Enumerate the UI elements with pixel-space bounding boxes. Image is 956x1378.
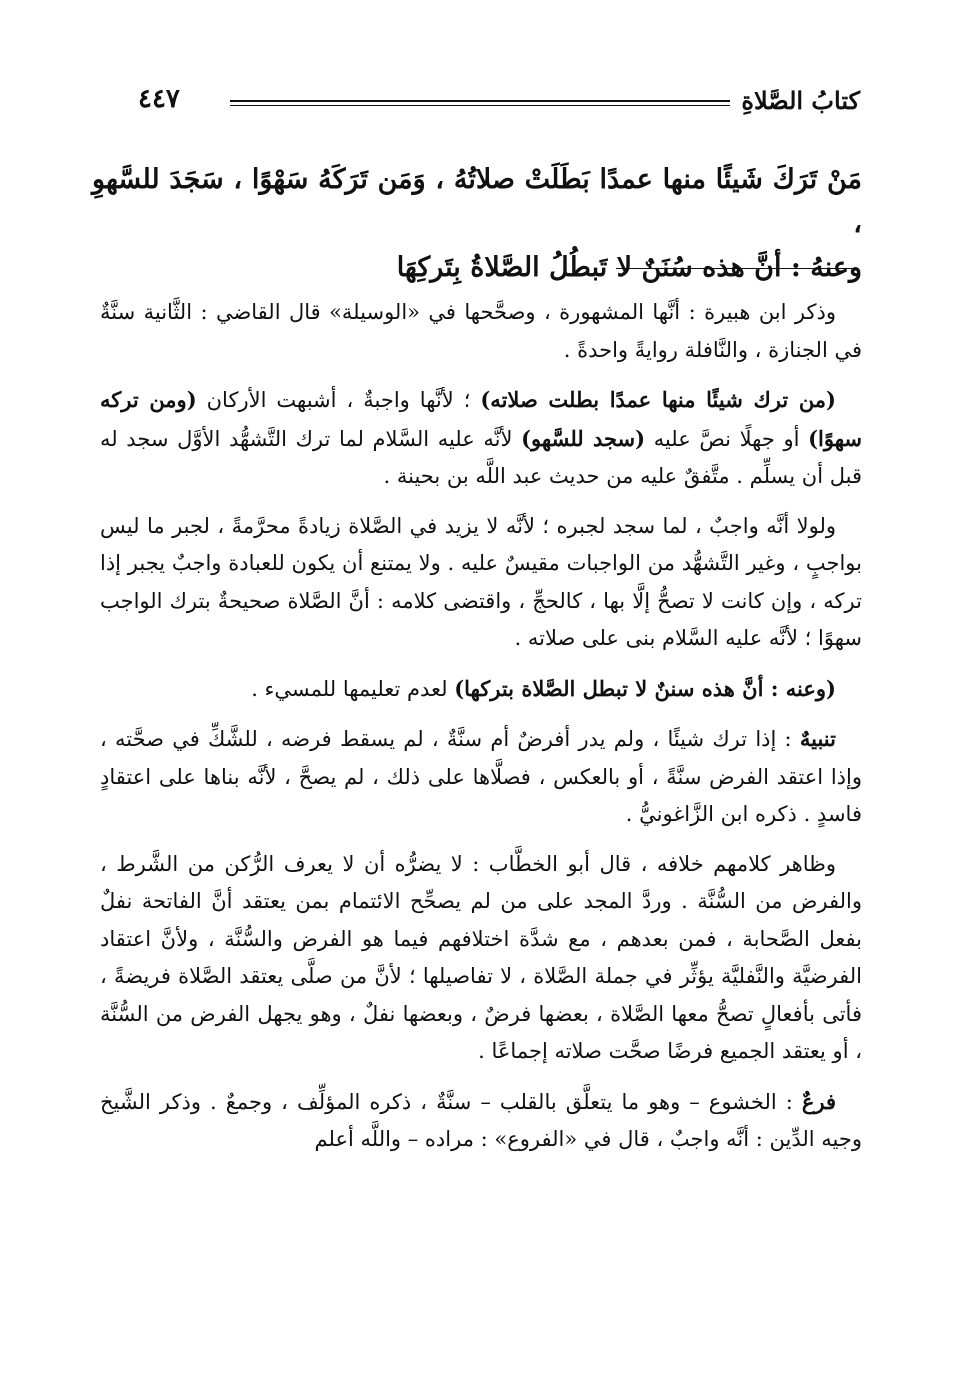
paragraph-text: لأنَّه عليه السَّلام لما ترك التَّشهُّد الأوَّل سجد له قبل أن يسلِّم . متَّفقٌ عليه من حديث عبد اللَّه بن بحينة . [100, 426, 862, 488]
paragraph-2 [100, 381, 862, 496]
branch-label: فرعٌ [801, 1088, 836, 1114]
page-number: ٤٤٧ [138, 84, 180, 114]
book-title: كتابُ الصَّلاةِ [741, 86, 860, 115]
paragraph-6: وظاهر كلامهم خلافه ، قال أبو الخطَّاب : لا يضرُّه أن لا يعرف الرُّكن من الشَّرط ، والفرض من السُّنَّة . وردَّ المجد على من لم يصحِّح الائتمام بمن يعتقد أنَّ الفاتحة نفلٌ بفعل الصَّحابة ، فمن بعدهم ، مع شدَّة اختلافهم فيما هو الفرض والسُّنَّة ، ولأنَّ اعتقاد الفرضيَّة والنَّفليَّة يؤثِّر في جملة الصَّلاة ، لا تفاصيلها ؛ لأنَّ من صلَّى يعتقد الصَّلاة فريضةً ، فأتى بأفعالٍ تصحُّ معها الصَّلاة ، بعضها فرضٌ ، وبعضها نفلٌ ، وهو يجهل الفرض من السُّنَّة ، أو يعتقد الجميع فرضًا صحَّت صلاته إجماعًا . [100, 851, 862, 1063]
matn-line-1: مَنْ تَرَكَ شَيئًا منها عمدًا بَطَلَتْ صلاتُهُ ، وَمَن تَرَكَهُ سَهْوًا ، سَجَدَ للسَّهوِ ، [92, 164, 862, 239]
quoted-matn: (ومن تركه سهوًا) [100, 387, 862, 451]
paragraph-7 [100, 1083, 862, 1159]
paragraph-text: لعدم تعليمها للمسيء . [251, 676, 455, 701]
paragraph-1: وذكر ابن هبيرة : أنَّها المشهورة ، وصحَّحها في «الوسيلة» قال القاضي : الثَّانية سنَّةٌ في الجنازة ، والنَّافلة روايةً واحدةً . [100, 300, 862, 362]
running-header [138, 86, 860, 126]
quoted-matn: (وعنه : أنَّ هذه سننٌ لا تبطل الصَّلاة بتركها) [454, 675, 836, 701]
paragraph-3: ولولا أنَّه واجبٌ ، لما سجد لجبره ؛ لأنَّه لا يزيد في الصَّلاة زيادةً محرَّمةً ، لجبر ما ليس بواجبٍ ، وغير التَّشهُّد من الواجبات مقيسٌ عليه . ولا يمتنع أن يكون للعبادة واجبٌ يجبر إذا تركه ، وإن كانت لا تصحُّ إلَّا بها ، كالحجِّ ، واقتضى كلامه : أنَّ الصَّلاة صحيحةٌ بترك الواجب سهوًا ؛ لأنَّه عليه السَّلام بنى على صلاته . [100, 513, 862, 650]
header-rule [230, 100, 730, 106]
paragraph-text: : الخشوع – وهو ما يتعلَّق بالقلب – سنَّةٌ ، ذكره المؤلِّف ، وجمعٌ . وذكر الشَّيخ وجيه الدِّين : أنَّه واجبٌ ، قال في «الفروع» : مراده – واللَّه أعلم [100, 1089, 862, 1151]
commentary-body [100, 294, 862, 1159]
paragraph-4 [100, 670, 862, 709]
quoted-matn: (سجد للسَّهو) [521, 425, 646, 451]
paragraph-5 [100, 720, 862, 834]
quoted-matn: (من ترك شيئًا منها عمدًا بطلت صلاته) [480, 387, 836, 412]
matn-line-2: وعنهُ : أنَّ هذه سُنَنٌ لا تَبطُلُ الصَّلاةُ بِتَركِهَا [396, 252, 862, 283]
paragraph-text: ؛ لأنَّها واجبةٌ ، أشبهت الأركان [196, 388, 481, 412]
matn-text [92, 158, 862, 290]
paragraph-text: : إذا ترك شيئًا ، ولم يدر أفرضٌ أم سنَّةٌ ، لم يسقط فرضه ، للشَّكِّ في صحَّته ، وإذا اعتقد الفرض سنَّةً ، أو بالعكس ، فصلَّاها على ذلك ، لم يصحَّ ، لأنَّه بناها على اعتقادٍ فاسدٍ . ذكره ابن الزَّاغونيُّ . [100, 727, 862, 826]
matn-separator [616, 268, 854, 269]
paragraph-text: أو جهلًا نصَّ عليه [645, 426, 809, 451]
note-label: تنبيهٌ [799, 726, 836, 751]
